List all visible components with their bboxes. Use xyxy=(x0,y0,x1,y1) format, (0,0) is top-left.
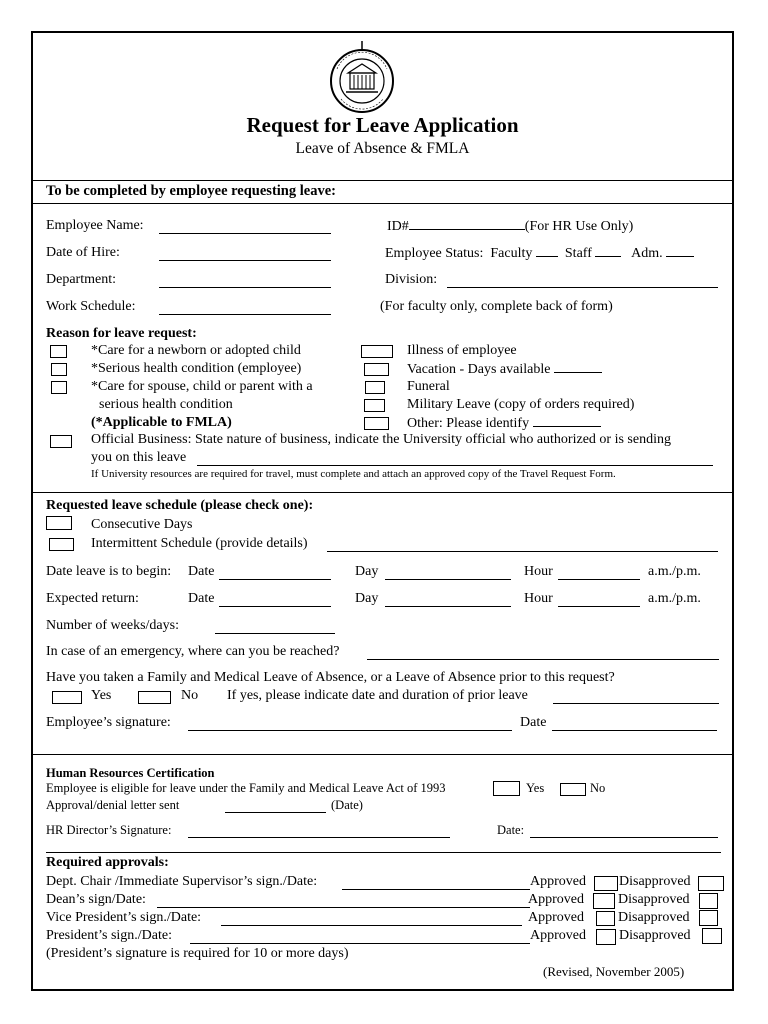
hr-eligible-no-label: No xyxy=(590,781,606,795)
hr-director-signature-label: HR Director’s Signature: xyxy=(46,823,172,837)
department-label: Department: xyxy=(46,272,116,287)
begin-hour-field[interactable] xyxy=(558,565,640,580)
president-note: (President’s signature is required for 10 or more days) xyxy=(46,946,349,961)
intermittent-details-field[interactable] xyxy=(327,537,718,552)
work-schedule-field[interactable] xyxy=(159,300,331,315)
date-of-hire-label: Date of Hire: xyxy=(46,245,120,260)
divider xyxy=(33,492,732,493)
employee-signature-date-label: Date xyxy=(520,715,547,730)
disapproved-label: Disapproved xyxy=(618,892,690,907)
status-adm-field[interactable] xyxy=(666,245,694,257)
begin-day-field[interactable] xyxy=(385,565,511,580)
id-note: (For HR Use Only) xyxy=(524,219,634,234)
return-ampm-label: a.m./p.m. xyxy=(648,591,701,606)
return-date-label: Date xyxy=(188,591,215,606)
id-field[interactable] xyxy=(409,218,525,230)
employee-status-label: Employee Status: xyxy=(385,246,484,261)
approved-checkbox[interactable] xyxy=(596,911,615,926)
return-date-field[interactable] xyxy=(219,592,331,607)
letter-sent-field[interactable] xyxy=(225,799,326,813)
military-checkbox[interactable] xyxy=(364,399,385,412)
prior-no-checkbox[interactable] xyxy=(138,691,171,704)
prior-detail-label: If yes, please indicate date and duration of prior leave xyxy=(227,688,528,703)
official-business-label-2: you on this leave xyxy=(91,450,187,465)
approvals-heading: Required approvals: xyxy=(46,855,169,870)
official-business-label: Official Business: State nature of business, indicate the University official who authorized or is sending xyxy=(91,432,671,447)
prior-no-label: No xyxy=(181,688,199,703)
begin-date-field[interactable] xyxy=(219,565,331,580)
date-of-hire-field[interactable] xyxy=(159,246,331,261)
funeral-label: Funeral xyxy=(407,379,450,394)
care-family-label: *Care for spouse, child or parent with a xyxy=(91,379,313,394)
form-frame xyxy=(31,31,734,991)
hr-director-signature-field[interactable] xyxy=(188,824,450,838)
divider xyxy=(33,203,732,204)
schedule-heading: Requested leave schedule (please check one): xyxy=(46,498,314,513)
prior-yes-label: Yes xyxy=(91,688,112,703)
approval-signature-field[interactable] xyxy=(221,911,522,926)
illness-label: Illness of employee xyxy=(407,343,517,358)
section-heading-employee: To be completed by employee requesting leave: xyxy=(46,183,336,199)
status-faculty-field[interactable] xyxy=(536,245,558,257)
division-label: Division: xyxy=(385,272,438,287)
approved-label: Approved xyxy=(528,910,584,925)
approval-signature-field[interactable] xyxy=(342,875,530,890)
emergency-field[interactable] xyxy=(367,645,719,660)
travel-note: If University resources are required for travel, must complete and attach an approved copy of the Travel Request Form. xyxy=(91,468,616,480)
approved-checkbox[interactable] xyxy=(593,893,615,909)
return-day-label: Day xyxy=(355,591,379,606)
approval-label: Vice President’s sign./Date: xyxy=(46,910,202,925)
university-seal-logo xyxy=(329,39,395,113)
status-staff-field[interactable] xyxy=(595,245,621,257)
newborn-checkbox[interactable] xyxy=(50,345,67,358)
weeks-label: Number of weeks/days: xyxy=(46,618,179,633)
vacation-label: Vacation - Days available xyxy=(407,362,551,377)
letter-sent-label: Approval/denial letter sent xyxy=(46,798,180,812)
id-label: ID# xyxy=(387,219,409,234)
divider xyxy=(33,754,732,755)
employee-signature-label: Employee’s signature: xyxy=(46,715,171,730)
disapproved-checkbox[interactable] xyxy=(699,910,718,926)
faculty-note: (For faculty only, complete back of form) xyxy=(380,299,613,314)
return-hour-field[interactable] xyxy=(558,592,640,607)
approved-label: Approved xyxy=(530,928,586,943)
divider xyxy=(33,180,732,181)
intermittent-label: Intermittent Schedule (provide details) xyxy=(91,536,308,551)
hr-eligible-yes-checkbox[interactable] xyxy=(493,781,520,796)
return-day-field[interactable] xyxy=(385,592,511,607)
return-label: Expected return: xyxy=(46,591,139,606)
fmla-note: (*Applicable to FMLA) xyxy=(91,415,232,430)
return-hour-label: Hour xyxy=(524,591,553,606)
approval-label: Dept. Chair /Immediate Supervisor’s sign./Date: xyxy=(46,874,318,889)
approval-label: President’s sign./Date: xyxy=(46,928,172,943)
funeral-checkbox[interactable] xyxy=(365,381,385,394)
divider xyxy=(46,852,721,853)
newborn-label: *Care for a newborn or adopted child xyxy=(91,343,301,358)
military-label: Military Leave (copy of orders required) xyxy=(407,397,635,412)
intermittent-checkbox[interactable] xyxy=(49,538,74,551)
employee-name-field[interactable] xyxy=(159,219,331,234)
consecutive-label: Consecutive Days xyxy=(91,517,193,532)
approved-checkbox[interactable] xyxy=(596,929,616,945)
other-field[interactable] xyxy=(533,415,601,427)
hr-director-date-field[interactable] xyxy=(530,824,718,838)
vacation-row xyxy=(407,361,602,378)
employee-name-label: Employee Name: xyxy=(46,218,144,233)
letter-sent-date-paren: (Date) xyxy=(331,798,363,812)
begin-day-label: Day xyxy=(355,564,379,579)
disapproved-label: Disapproved xyxy=(619,928,691,943)
other-label: Other: Please identify xyxy=(407,416,530,431)
disapproved-label: Disapproved xyxy=(618,910,690,925)
care-family-label-2: serious health condition xyxy=(99,397,233,412)
hr-heading: Human Resources Certification xyxy=(46,766,215,780)
prior-detail-field[interactable] xyxy=(553,689,719,704)
approved-checkbox[interactable] xyxy=(594,876,618,891)
status-faculty-label: Faculty xyxy=(490,246,533,261)
status-adm-label: Adm. xyxy=(631,246,663,261)
vacation-checkbox[interactable] xyxy=(364,363,389,376)
approval-label: Dean’s sign/Date: xyxy=(46,892,146,907)
prior-question: Have you taken a Family and Medical Leave of Absence, or a Leave of Absence prior to this request? xyxy=(46,670,615,685)
employee-signature-date-field[interactable] xyxy=(552,716,717,731)
weeks-field[interactable] xyxy=(215,619,335,634)
work-schedule-label: Work Schedule: xyxy=(46,299,136,314)
prior-yes-checkbox[interactable] xyxy=(52,691,82,704)
revised-note: (Revised, November 2005) xyxy=(543,964,685,979)
other-checkbox[interactable] xyxy=(364,417,389,430)
employee-status-row xyxy=(385,245,694,262)
disapproved-checkbox[interactable] xyxy=(698,876,724,891)
hr-director-date-label: Date: xyxy=(497,823,525,837)
employee-signature-field[interactable] xyxy=(188,716,512,731)
approved-label: Approved xyxy=(528,892,584,907)
other-row xyxy=(407,415,601,432)
approval-signature-field[interactable] xyxy=(190,929,530,944)
illness-checkbox[interactable] xyxy=(361,345,393,358)
serious-employee-label: *Serious health condition (employee) xyxy=(91,361,302,376)
vacation-days-field[interactable] xyxy=(554,361,602,373)
begin-label: Date leave is to begin: xyxy=(46,564,172,579)
hr-eligible-no-checkbox[interactable] xyxy=(560,783,586,796)
department-field[interactable] xyxy=(159,273,331,288)
official-business-checkbox[interactable] xyxy=(50,435,72,448)
approved-label: Approved xyxy=(530,874,586,889)
disapproved-checkbox[interactable] xyxy=(699,893,718,909)
form-title: Request for Leave Application xyxy=(246,113,519,137)
status-staff-label: Staff xyxy=(564,246,592,261)
hr-eligible-label: Employee is eligible for leave under the Family and Medical Leave Act of 1993 xyxy=(46,781,446,795)
division-field[interactable] xyxy=(447,273,718,288)
form-subtitle: Leave of Absence & FMLA xyxy=(295,140,470,157)
serious-employee-checkbox[interactable] xyxy=(51,363,67,376)
approval-signature-field[interactable] xyxy=(157,893,530,908)
hr-eligible-yes-label: Yes xyxy=(526,781,545,795)
disapproved-checkbox[interactable] xyxy=(702,928,722,944)
reason-heading: Reason for leave request: xyxy=(46,326,197,341)
disapproved-label: Disapproved xyxy=(619,874,691,889)
begin-hour-label: Hour xyxy=(524,564,553,579)
begin-date-label: Date xyxy=(188,564,215,579)
official-business-field[interactable] xyxy=(197,451,713,466)
care-family-checkbox[interactable] xyxy=(51,381,67,394)
consecutive-checkbox[interactable] xyxy=(46,516,72,530)
id-row xyxy=(387,218,633,235)
emergency-label: In case of an emergency, where can you be reached? xyxy=(46,644,340,659)
begin-ampm-label: a.m./p.m. xyxy=(648,564,701,579)
